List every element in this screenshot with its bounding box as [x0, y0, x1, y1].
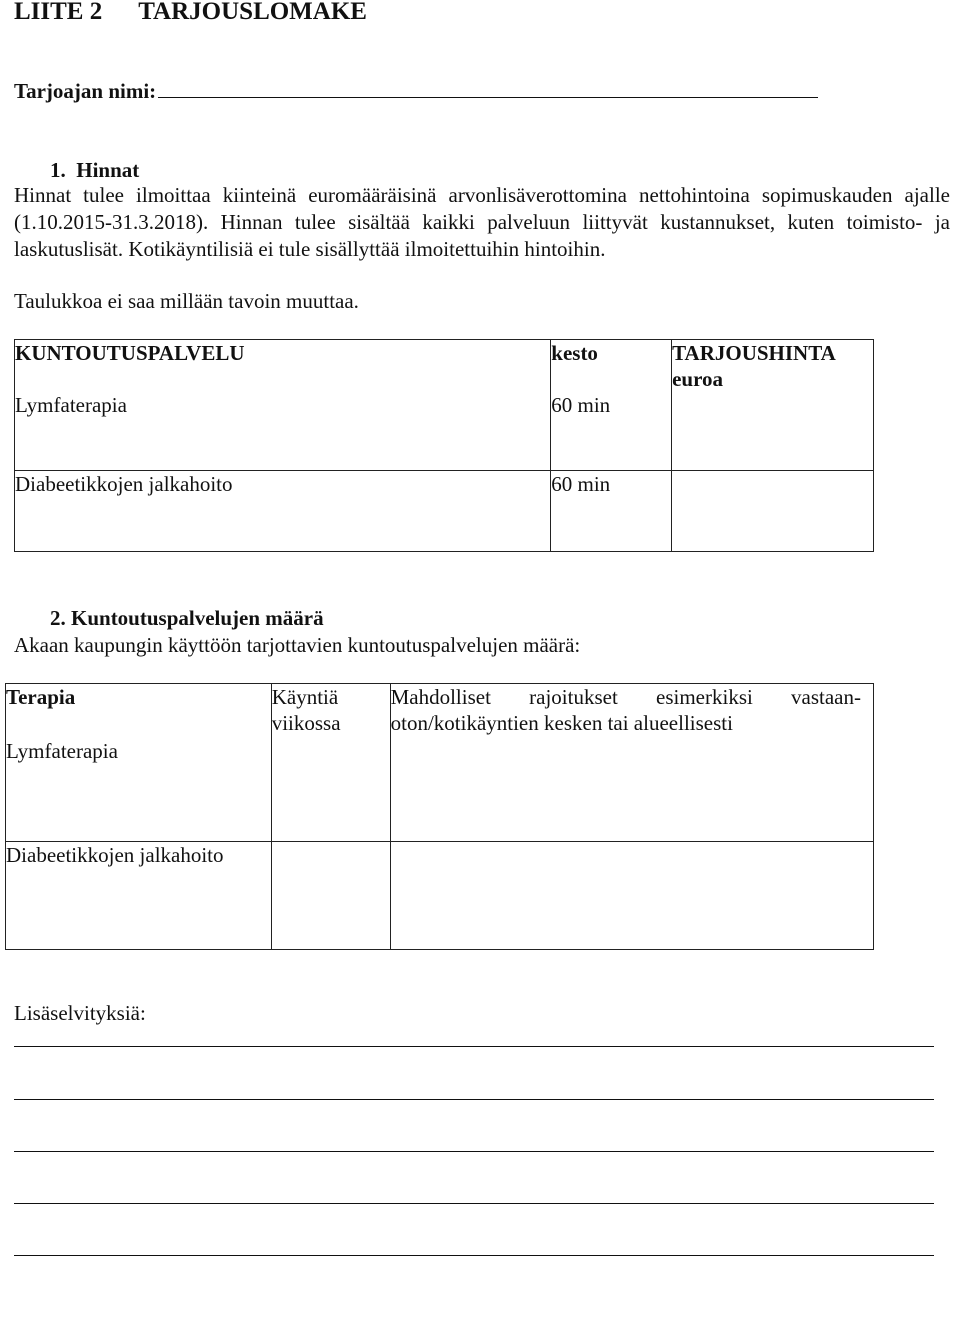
additional-info-line[interactable] [14, 1203, 934, 1204]
price-row-duration: 60 min [551, 470, 672, 551]
price-row-service: Diabeetikkojen jalkahoito [15, 470, 551, 551]
price-input-cell[interactable] [672, 470, 874, 551]
price-input-cell[interactable] [672, 392, 874, 470]
visits-input-cell[interactable] [271, 842, 390, 950]
additional-info-line[interactable] [14, 1255, 934, 1256]
quantity-header-restrictions: Mahdolliset rajoitukset esimerkiksi vastaan-oton/kotikäyntien kesken tai alueellisesti [390, 684, 873, 738]
section2-title: Kuntoutuspalvelujen määrä [71, 606, 324, 630]
price-header-service: KUNTOUTUSPALVELU [15, 340, 551, 393]
bidder-name-field[interactable] [158, 77, 818, 98]
additional-info-line[interactable] [14, 1046, 934, 1047]
table-row [15, 392, 874, 470]
document-title [14, 0, 367, 27]
section2-number: 2. [50, 606, 66, 630]
price-table-header-row [15, 340, 874, 393]
bidder-name-row [14, 77, 818, 104]
appendix-label: LIITE 2 [14, 0, 103, 25]
bidder-name-label: Tarjoajan nimi: [14, 79, 157, 103]
price-row-duration: 60 min [551, 392, 672, 470]
table-row [6, 738, 874, 842]
quantity-header-visits: Käyntiä viikossa [271, 684, 390, 738]
quantity-table-header-row [6, 684, 874, 738]
visits-input-cell[interactable] [271, 738, 390, 842]
section1-heading [50, 157, 139, 183]
price-header-duration: kesto [551, 340, 672, 393]
restrictions-input-cell[interactable] [390, 842, 873, 950]
additional-info-line[interactable] [14, 1099, 934, 1100]
quantity-row-therapy: Diabeetikkojen jalkahoito [6, 842, 272, 950]
section2-heading [50, 605, 324, 631]
additional-info-label: Lisäselvityksiä: [14, 1001, 146, 1025]
quantity-header-therapy: Terapia [6, 684, 272, 738]
additional-info-line[interactable] [14, 1151, 934, 1152]
table-row [6, 842, 874, 950]
form-title: TARJOUSLOMAKE [138, 0, 367, 25]
section1-note: Taulukkoa ei saa millään tavoin muuttaa. [14, 289, 359, 313]
price-row-service: Lymfaterapia [15, 392, 551, 470]
section2-intro: Akaan kaupungin käyttöön tarjottavien kuntoutuspalvelujen määrä: [14, 633, 581, 657]
quantity-table [5, 683, 874, 950]
quantity-row-therapy: Lymfaterapia [6, 738, 272, 842]
section1-number: 1. [50, 158, 66, 182]
price-table [14, 339, 874, 552]
section1-paragraph: Hinnat tulee ilmoittaa kiinteinä euromääräisinä arvonlisäverottomina nettohintoina sopimuskauden ajalle (1.10.2015-31.3.2018). Hinnan tulee sisältää kaikki palveluun liittyvät kustannukset, kuten toimisto- ja laskutuslisät. Kotikäyntilisiä ei tule sisällyttää ilmoitettuihin hintoihin. [14, 183, 950, 261]
section1-title: Hinnat [76, 158, 140, 182]
price-header-price: TARJOUSHINTA euroa [672, 340, 874, 393]
restrictions-input-cell[interactable] [390, 738, 873, 842]
table-row [15, 470, 874, 551]
